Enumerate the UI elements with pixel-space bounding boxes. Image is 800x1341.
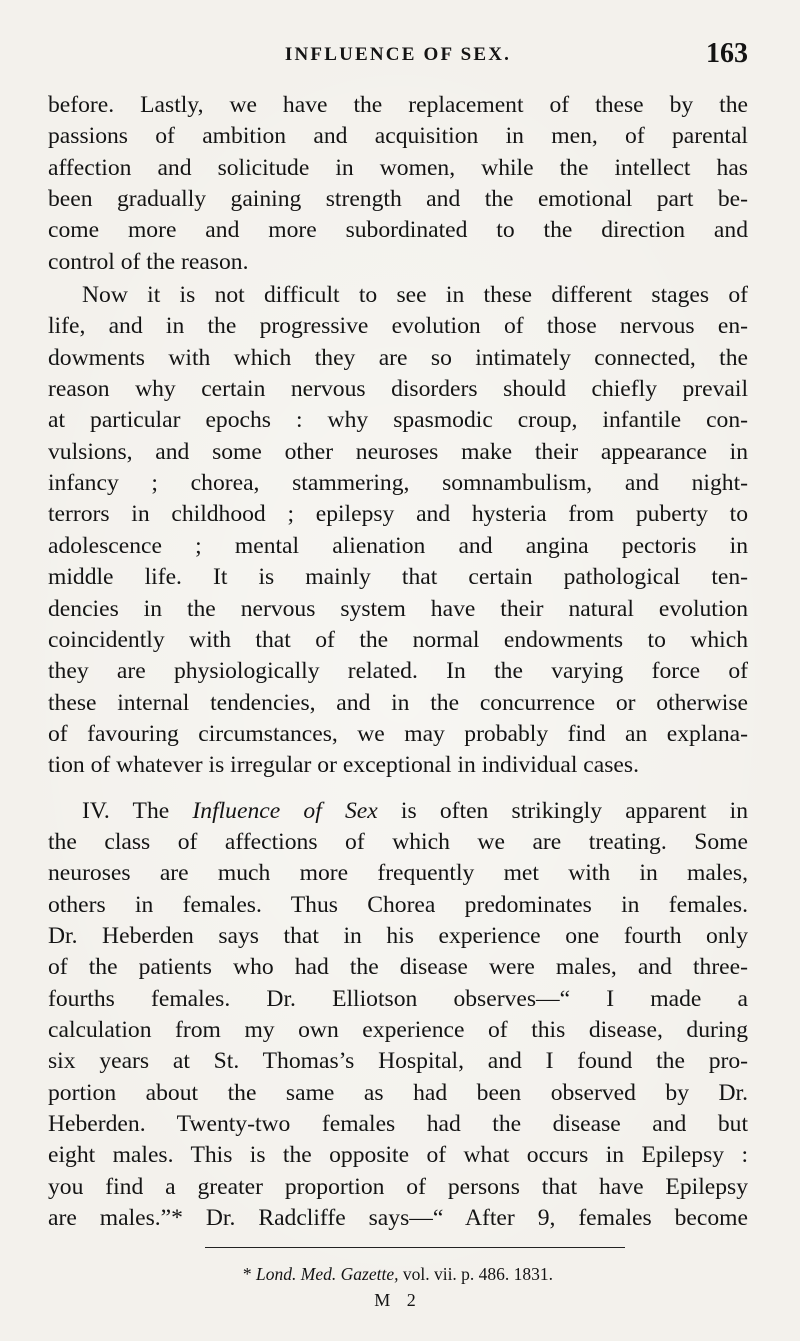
text-line: calculation from my own experience of this disease, during (48, 1016, 748, 1043)
text-line: infancy ; chorea, stammering, somnambulism, and night- (48, 470, 748, 497)
section-lead-rest: is often strikingly apparent in (377, 797, 748, 824)
text-line: middle life. It is mainly that certain pathological ten- (48, 564, 748, 591)
text-line: control of the reason. (48, 248, 249, 275)
text-line: dowments with which they are so intimately connected, the (48, 344, 748, 371)
text-line: Now it is not difficult to see in these different stages of (82, 282, 748, 309)
text-line: life, and in the progressive evolution of those nervous en- (48, 313, 748, 340)
paragraph-3 (48, 790, 748, 1235)
text-line: Heberden. Twenty-two females had the disease and but (48, 1111, 748, 1137)
text-line: tion of whatever is irregular or exceptional in individual cases. (48, 752, 639, 779)
footnote-marker: * (242, 1264, 257, 1284)
running-title: INFLUENCE OF SEX. (284, 44, 512, 65)
text-line: portion about the same as had been observed by Dr. (48, 1079, 748, 1106)
text-line: Dr. Heberden says that in his experience one fourth only (48, 922, 748, 949)
paragraph-2 (48, 278, 748, 782)
text-line: reason why certain nervous disorders should chiefly prevail (48, 376, 748, 403)
text-line: they are physiologically related. In the varying force of (48, 658, 748, 685)
text-line: the class of affections of which we are treating. Some (48, 828, 748, 855)
text-line: of favouring circumstances, we may probably find an explana- (48, 720, 748, 747)
text-line: eight males. This is the opposite of what occurs in Epilepsy : (48, 1142, 748, 1169)
text-line: neuroses are much more frequently met with in males, (48, 860, 748, 887)
text-line: dencies in the nervous system have their natural evolution (48, 595, 748, 622)
text-line: are males.”* Dr. Radcliffe says—“ After 9, females become (48, 1205, 748, 1232)
text-line: others in females. Thus Chorea predominates in females. (48, 891, 748, 918)
section-lead-line (48, 796, 748, 827)
text-line: adolescence ; mental alienation and angina pectoris in (48, 532, 748, 559)
text-line: before. Lastly, we have the replacement of these by the (48, 92, 748, 118)
text-line: vulsions, and some other neuroses make their appearance in (48, 438, 748, 465)
text-line: affection and solicitude in women, while the intellect has (48, 154, 748, 181)
text-line: come more and more subordinated to the direction and (48, 217, 748, 244)
text-line: fourths females. Dr. Elliotson observes—“ I made a (48, 985, 748, 1012)
running-head (48, 38, 748, 74)
text-line: these internal tendencies, and in the concurrence or otherwise (48, 689, 748, 716)
page-number: 163 (706, 38, 748, 69)
section-heading-italic: Influence of Sex (192, 797, 378, 824)
text-line: at particular epochs : why spasmodic croup, infantile con- (48, 407, 748, 434)
text-line: you find a greater proportion of persons that have Epilepsy (48, 1173, 748, 1200)
text-line: of the patients who had the disease were males, and three- (48, 954, 748, 981)
footnote (48, 1264, 748, 1285)
footnote-citation: vol. vii. p. 486. 1831. (398, 1264, 554, 1284)
text-line: coincidently with that of the normal endowments to which (48, 626, 748, 653)
signature-mark: M 2 (374, 1290, 422, 1310)
text-line: six years at St. Thomas’s Hospital, and I found the pro- (48, 1048, 748, 1075)
text-line: passions of ambition and acquisition in men, of parental (48, 123, 748, 150)
footnote-source: Lond. Med. Gazette, (256, 1264, 399, 1284)
text-line: terrors in childhood ; epilepsy and hysteria from puberty to (48, 501, 748, 528)
section-lead: IV. The (82, 797, 193, 824)
text-line: been gradually gaining strength and the emotional part be- (48, 186, 748, 213)
footnote-rule (205, 1247, 625, 1248)
body-text (48, 90, 748, 1234)
paragraph-1 (48, 90, 748, 278)
